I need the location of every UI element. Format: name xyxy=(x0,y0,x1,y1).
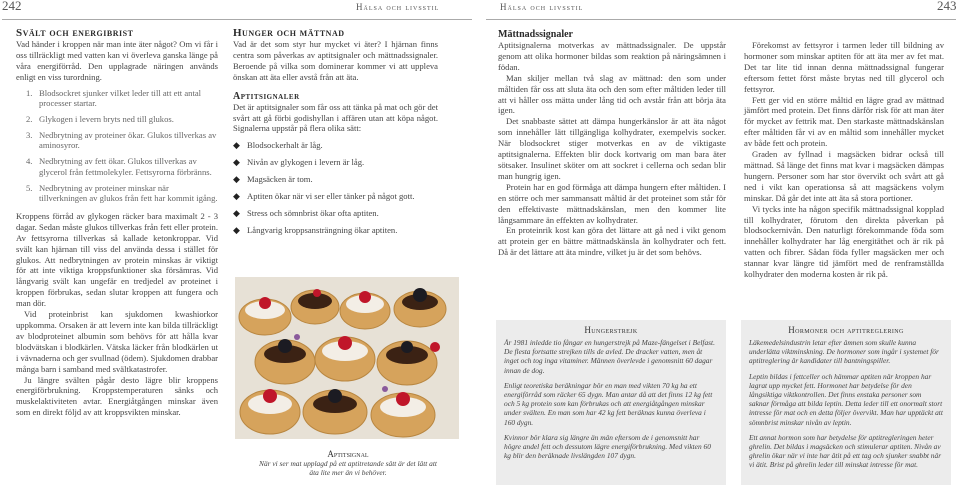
body-paragraph: Kroppens förråd av glykogen räcker bara maximalt 2 - 3 dagar. Sedan måste glukos tillverkas från fett eller protein. Av fettsyrorna tillverkas så kallade ketonkroppar. Vid svält kan hjärnan till viss del använda dessa i stället för glukos. Att nedbrytningen av protein minskas är viktigt för att inte viktiga kroppsfunktioner ska försämras. Vid långvarig svält kan ungefär en tredjedel av proteinet i kroppen förbrukas, sedan slutar kroppen att fungera och man dör. xyxy=(16,210,218,309)
appetite-signal-list xyxy=(233,140,438,236)
diamond-bullet-icon: ◆ xyxy=(233,191,240,202)
left-page-number: 242 xyxy=(2,0,22,13)
list-item: 1. Blodsockret sjunker vilket leder till att ett antal processer startar. xyxy=(26,87,202,109)
subsection-intro: Det är aptitsignaler som får oss att tänka på mat och gör det svårt att gå förbi godishyllan i affären utan att köpa något. Signalerna uppstår på flera olika sätt: xyxy=(233,101,438,134)
body-paragraph: Graden av fyllnad i magsäcken bidrar också till mättnad. Så länge det finns mat kvar i magsäcken dämpas hungern. Personer som har stor övervikt och svårt att gå ned i vikt kan operationsa så att magsäckens volym minskar. Då går det inte att äta så stora portioner. xyxy=(744,149,944,203)
list-item: ◆ Stress och sömnbrist ökar ofta aptiten. xyxy=(233,208,379,219)
starvation-section xyxy=(16,27,218,418)
box-paragraph: Leptin bildas i fettceller och hämmar aptiten när kroppen har lagrat upp mycket fett. Hormonet har betydelse för den långsiktiga viktkontrollen. Det finns enstaka personer som saknar förmåga att bilda leptin. Detta leder till ett onormalt stort intresse för mat och en detta följer övervikt. Man har upptäckt att sömnbrist minskar nivån av leptin. xyxy=(749,371,943,427)
list-item: ◆ Blodsockerhalt är låg. xyxy=(233,140,323,151)
diamond-bullet-icon: ◆ xyxy=(233,208,240,219)
box-paragraph: Kvinnor bör klara sig längre än män eftersom de i genomsnitt har högre andel fett och dessutom lägre energiförbrukning. Med vikten 60 kg blir den beräknade livslängden 107 dygn. xyxy=(504,432,711,461)
body-paragraph: En proteinrik kost kan göra det lättare att gå ned i vikt genom att protein ger en bättre mättnadskänsla än kolhydrater och fett. Då är det lättare att äta mindre, vilket ju är det som behövs. xyxy=(498,225,726,258)
hormones-box xyxy=(741,320,951,485)
section-title: Svält och energibrist xyxy=(16,27,134,39)
box-paragraph: Läkemedelsindustrin letar efter ämnen som skulle kunna underlätta viktminskning. De hormoner som ingår i systemet för aptitreglering är kandidater till bantningspiller. xyxy=(749,338,939,366)
body-paragraph: Aptitsignalerna motverkas av mättnadssignaler. De uppstår genom att olika hormoner bildas som reaktion på näringsämnen i födan. xyxy=(498,40,726,72)
body-paragraph: Det snabbaste sättet att dämpa hungerkänslor är att äta något som innehåller lätt tillgängliga kolhydrater, exempelvis socker. När blodsockret stiger motverkas en av de viktigaste aptitsignalerna. Effekten blir dock kortvarig om man bara äter sötsaker. Insulinet sköter om att sockret i cellerna och sedan blir man hungrig igen. xyxy=(498,116,726,181)
list-item: 4. Nedbrytning av fett ökar. Glukos tillverkas av glycerol från fettmolekyler. Fettsyrorna förbränns. xyxy=(26,156,212,177)
diamond-bullet-icon: ◆ xyxy=(233,225,240,236)
photo-caption xyxy=(258,449,438,477)
hunger-section xyxy=(233,27,438,242)
body-paragraph: Protein har en god förmåga att dämpa hungern efter måltiden. I en större och mer sammansatt måltid är det proteinet som står för den effektivaste mättnadskänslan, men den kommer lite långsammare än effekten av kolhydrater. xyxy=(498,181,726,225)
right-running-head: Hälsa och livsstil xyxy=(500,2,584,12)
intro-text: Vad händer i kroppen när man inte äter något? Om vi får i oss tillräckligt med vatten kan vi överleva ganska länge på våra energiförråd. Den upplagrade näringen används enligt en viss turordning. xyxy=(16,39,218,82)
body-paragraph: Man skiljer mellan två slag av mättnad: den som under måltiden får oss att sluta äta och den som efter måltiden leder till att vi håller oss mätta under lång tid och avstår från att börja äta igen. xyxy=(498,72,726,116)
list-item: ◆ Nivån av glykogen i levern är låg. xyxy=(233,157,365,168)
body-paragraph: Vi tycks inte ha någon specifik mättnadssignal kopplad till kolhydrater, förutom den direkta påverkan på blodsockernivån. Den naturligt förekommande föda som innehåller kolhydrater har låg energitäthet och är rik på vatten och fibrer. Sådan föda fyller magsäcken mer och stannar kvar längre tid jämfört med de renframställda kolhydrater den moderna kosten är rik på. xyxy=(744,203,944,280)
left-header-rule xyxy=(2,19,472,20)
diamond-bullet-icon: ◆ xyxy=(233,140,240,151)
list-item: ◆ Aptiten ökar när vi ser eller tänker på något gott. xyxy=(233,191,415,202)
box-title: Hormoner och aptitreglering xyxy=(788,325,904,335)
right-page-number: 243 xyxy=(937,0,957,13)
satiety-section xyxy=(498,29,726,258)
pastry-illustration xyxy=(235,277,459,439)
list-item: 5. Nedbrytning av proteiner minskar när tillverkningen av glukos från fett har kommit igång. xyxy=(26,182,218,204)
box-paragraph: År 1981 inledde tio fångar en hungerstrejk på Maze-fängelset i Belfast. De flesta fortsatte strejken tills de avled. De dracker vatten, men åt inget och tog inga vitaminer. Männen överlevde i genomsnitt 60 dagar innan de dog. xyxy=(504,338,715,375)
list-item: ◆ Långvarig kroppsansträngning ökar aptiten. xyxy=(233,225,398,236)
section-title: Hunger och mättnad xyxy=(233,27,345,39)
numbered-steps xyxy=(16,88,218,204)
body-paragraph: Ju längre svälten pågår desto lägre blir kroppens energiförbrukning. Kroppstemperaturen sänks och muskelaktiviteten avtar. Energiåtgången minskar även som en direkt följd av att kroppsvikten minskar. xyxy=(16,374,218,418)
pastry-photo xyxy=(235,277,459,439)
list-item: 3. Nedbrytning av proteiner ökar. Glukos tillverkas av aminosyror. xyxy=(26,129,217,151)
caption-text: När vi ser mat upplagd på ett aptitretande sätt är det lätt att äta lite mer än vi behöver. xyxy=(259,459,437,477)
diamond-bullet-icon: ◆ xyxy=(233,157,240,168)
body-paragraph: Fett ger vid en större måltid en lägre grad av mättnad jämfört med protein. Det finns därför risk för att man äter för mycket av fettrik mat. Den starkaste mättnadskänslan efter måltiden får vi av en måltid som innehåller mycket av både fett och protein. xyxy=(744,94,944,149)
box-title: Hungerstrejk xyxy=(584,325,638,335)
body-paragraph: Förekomst av fettsyror i tarmen leder till bildning av hormoner som minskar aptiten för att äta mer av fet mat. Det tar lite tid innan denna mättnadssignal fungerar eftersom fettet först måste brytas ned till glycerol och fettsyror. xyxy=(744,40,944,94)
diamond-bullet-icon: ◆ xyxy=(233,174,240,185)
subsection-title: Mättnadssignaler xyxy=(498,29,573,40)
list-item: ◆ Magsäcken är tom. xyxy=(233,174,313,185)
satiety-continued xyxy=(744,40,944,280)
subsection-title: Aptitsignaler xyxy=(233,90,300,102)
left-running-head: Hälsa och livsstil xyxy=(356,2,440,12)
intro-text: Vad är det som styr hur mycket vi äter? I hjärnan finns centra som påverkas av aptitsignaler och mättnadssignaler. Beroende på vilka som dominerar kommer vi att uppleva önskan att äta eller avstå från att äta. xyxy=(233,39,438,82)
list-item: 2. Glykogen i levern bryts ned till glukos. xyxy=(26,114,174,125)
hunger-strike-box xyxy=(496,320,726,485)
box-paragraph: Enligt teoretiska beräkningar bör en man med vikten 70 kg ha ett energiförråd som räcker 65 dygn. Man antar då att det finns 12 kg fett och 5 kg protein som kan förbrukas och att energiåtgången minskar under svälten. En man som har 42 kg fett beräknas kunna överleva i 160 dygn. xyxy=(504,380,713,427)
caption-title: Aptitsignal xyxy=(327,449,369,459)
right-header-rule xyxy=(486,19,956,20)
body-paragraph: Vid proteinbrist kan sjukdomen kwashiorkor uppkomma. Orsaken är att levern inte kan bilda tillräckligt av blodproteinet albumin som behövs för att hålla kvar blodvätskan i blodkärlen. Vätska läcker från blodkärlen ut i vävnaderna och ger svullnad (ödem). Sjukdomen drabbar många barn i samband med svältkatastrofer. xyxy=(16,309,218,374)
box-paragraph: Ett annat hormon som har betydelse för aptitregleringen heter ghrelin. Det bildas i magsäcken och stimulerar aptiten. Nivån av ghrelin ökar när vi inte har ätit på ett tag och sjunker snabbt när vi ätit. Brist på ghrelin leder till minskat intresse för mat. xyxy=(749,432,942,470)
